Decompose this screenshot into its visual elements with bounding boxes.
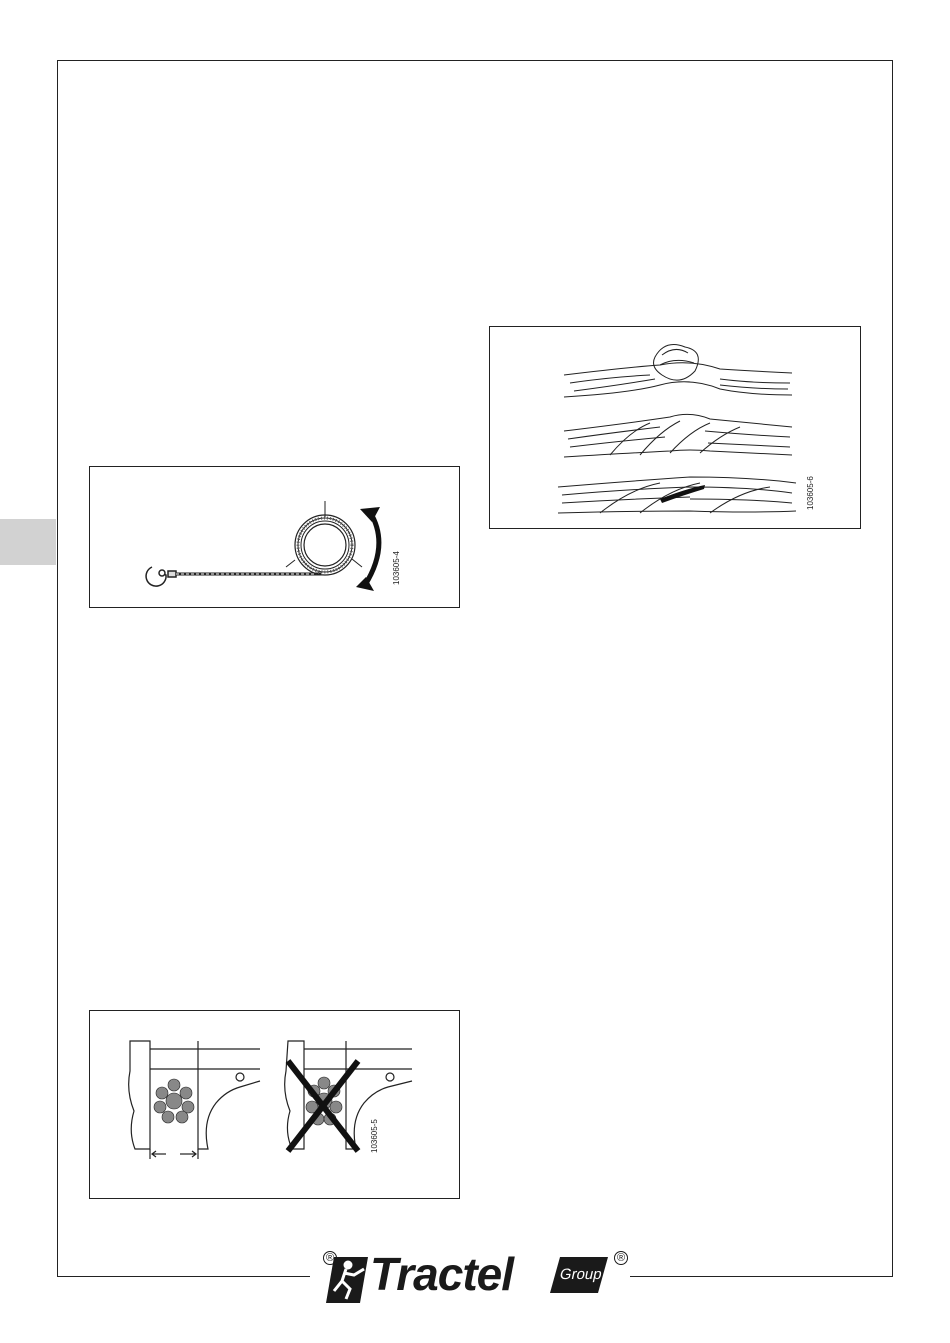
side-tab [0, 519, 56, 565]
logo-group-label: Group [558, 1266, 604, 1283]
tractel-logo [318, 1245, 630, 1305]
registered-mark: ® [323, 1251, 337, 1265]
drum-coil [295, 515, 355, 575]
rope-kinked [564, 345, 792, 397]
cross-mark-icon [288, 1061, 358, 1151]
hook-icon [146, 567, 176, 586]
figure-code: 103605-5 [370, 1119, 379, 1153]
drum-winding-illustration [90, 467, 461, 609]
figure-rope-damage [489, 326, 861, 529]
figure-sheave-groove [89, 1010, 460, 1199]
figure-code: 103605-6 [806, 476, 815, 510]
figure-drum-winding [89, 466, 460, 608]
rotation-arrow-icon [365, 512, 379, 585]
logo-wordmark: Tractel [370, 1248, 514, 1300]
rope-section-good [154, 1079, 194, 1123]
rope-birdcaged [564, 414, 792, 457]
sheave-groove-illustration [90, 1011, 461, 1200]
registered-mark: ® [614, 1251, 628, 1265]
figure-code: 103605-4 [392, 551, 401, 585]
